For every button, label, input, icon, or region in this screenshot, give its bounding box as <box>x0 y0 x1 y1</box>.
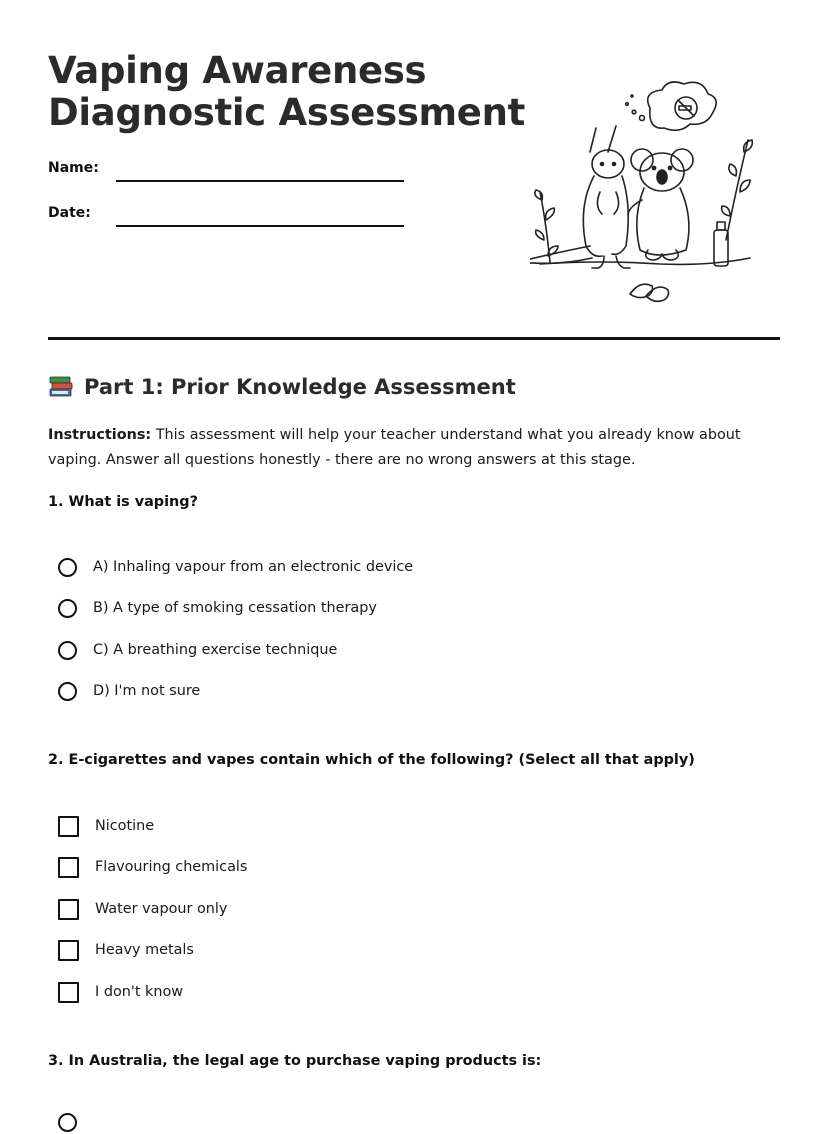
option-label: I don't know <box>95 984 184 1000</box>
plant-left <box>535 190 558 262</box>
title-line-2: Diagnostic Assessment <box>48 91 526 134</box>
option-label: D) I'm not sure <box>93 683 201 699</box>
bottle-icon <box>714 222 728 266</box>
question-1: 1. What is vaping? <box>48 494 198 510</box>
q1-option-d[interactable] <box>58 679 200 703</box>
name-field[interactable] <box>116 180 404 182</box>
q2-option-water[interactable] <box>58 897 227 921</box>
q3-option-a[interactable] <box>58 1110 93 1134</box>
radio-button[interactable] <box>58 1113 77 1132</box>
radio-button[interactable] <box>58 641 77 660</box>
option-label: A) Inhaling vapour from an electronic device <box>93 559 414 575</box>
koala-figure <box>628 149 693 260</box>
no-smoking-icon <box>626 82 716 130</box>
books-icon <box>48 374 74 400</box>
shoes-icon <box>630 284 669 301</box>
q1-option-b[interactable] <box>58 596 377 620</box>
page-title <box>48 50 525 134</box>
option-label: C) A breathing exercise technique <box>93 642 338 658</box>
checkbox[interactable] <box>58 940 79 961</box>
checkbox[interactable] <box>58 982 79 1003</box>
question-3: 3. In Australia, the legal age to purchase vaping products is: <box>48 1053 542 1069</box>
instructions-text: This assessment will help your teacher understand what you already know about vaping. Answer all questions honestly - there are no wrong answers at this stage. <box>48 427 741 468</box>
plant-right <box>722 140 753 240</box>
q1-option-c[interactable] <box>58 638 337 662</box>
q2-option-dont-know[interactable] <box>58 980 183 1004</box>
radio-button[interactable] <box>58 599 77 618</box>
checkbox[interactable] <box>58 899 79 920</box>
checkbox[interactable] <box>58 857 79 878</box>
q2-option-flavouring[interactable] <box>58 855 247 879</box>
date-label: Date: <box>48 205 91 221</box>
instructions-label: Instructions: <box>48 427 152 443</box>
option-label: Heavy metals <box>95 942 194 958</box>
title-line-1: Vaping Awareness <box>48 49 427 92</box>
option-label: B) A type of smoking cessation therapy <box>93 600 377 616</box>
option-label: Water vapour only <box>95 901 228 917</box>
q2-option-metals[interactable] <box>58 938 194 962</box>
checkbox[interactable] <box>58 816 79 837</box>
date-field[interactable] <box>116 225 404 227</box>
part-1-title: Part 1: Prior Knowledge Assessment <box>84 375 516 399</box>
q1-option-a[interactable] <box>58 555 413 579</box>
option-label: Flavouring chemicals <box>95 859 248 875</box>
instructions <box>48 423 768 473</box>
part-1-heading <box>48 374 516 400</box>
kangaroo-figure <box>530 126 630 268</box>
radio-button[interactable] <box>58 558 77 577</box>
q2-option-nicotine[interactable] <box>58 814 154 838</box>
header-divider <box>48 337 780 340</box>
option-label: Nicotine <box>95 818 155 834</box>
question-2: 2. E-cigarettes and vapes contain which of the following? (Select all that apply) <box>48 752 695 768</box>
kangaroo-koala-illustration <box>530 80 762 308</box>
name-label: Name: <box>48 160 99 176</box>
radio-button[interactable] <box>58 682 77 701</box>
